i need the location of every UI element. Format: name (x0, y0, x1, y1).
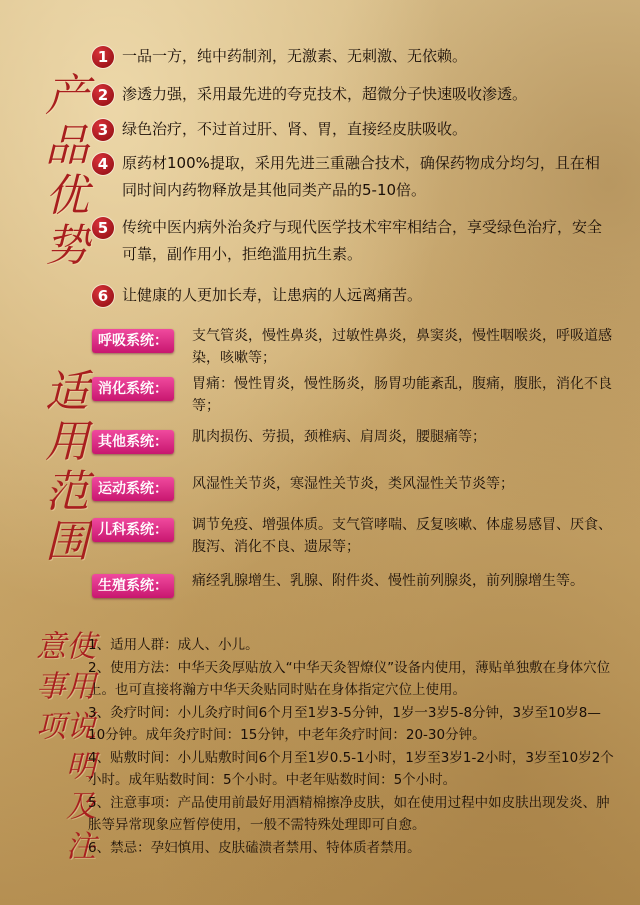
advantage-text: 绿色治疗，不过首过肝、肾、胃，直接经皮肤吸收。 (122, 120, 468, 138)
number-badge-icon: 5 (92, 217, 114, 239)
system-label: 消化系统： (92, 377, 174, 401)
scope-title: 适用范围 (37, 368, 88, 568)
advantage-text: 原药材100%提取，采用先进三重融合技术，确保药物成分均匀，且在相同时间内药物释放是其他同类产品的5-10倍。 (122, 154, 600, 199)
system-label: 呼吸系统： (92, 329, 174, 353)
usage-item: 4、贴敷时间：小儿贴敷时间6个月至1岁0.5-1小时，1岁至3岁1-2小时，3岁至10岁2个小时。成年贴数时间：5个小时。中老年贴数时间：5个小时。 (88, 750, 614, 788)
advantage-text: 让健康的人更加长寿，让患病的人远离痛苦。 (122, 286, 423, 304)
system-text: 肌肉损伤、劳损，颈椎病、肩周炎，腰腿痛等； (192, 429, 486, 445)
number-badge-icon: 4 (92, 153, 114, 175)
advantage-text: 渗透力强，采用最先进的夸克技术，超微分子快速吸收渗透。 (122, 85, 528, 103)
system-text: 调节免疫、增强体质。支气管哮喘、反复咳嗽、体虚易感冒、厌食、腹泻、消化不良、遗尿等； (192, 517, 612, 555)
number-badge-icon: 2 (92, 84, 114, 106)
system-text: 支气管炎，慢性鼻炎，过敏性鼻炎，鼻窦炎，慢性咽喉炎，呼吸道感染，咳嗽等； (192, 328, 612, 366)
usage-item: 5、注意事项：产品使用前最好用酒精棉擦净皮肤，如在使用过程中如皮肤出现发炎、肿胀等异常现象应暂停使用，一般不需特殊处理即可自愈。 (88, 795, 610, 833)
usage-list (88, 634, 618, 860)
usage-item: 2、使用方法：中华天灸厚贴放入“中华天灸智燎仪”设备内使用，薄贴单独敷在身体穴位上。也可直接将瀚方中华天灸贴同时贴在身体指定穴位上使用。 (88, 660, 611, 698)
usage-title: 使用说明及注意事项 (30, 630, 95, 870)
system-label: 其他系统： (92, 430, 174, 454)
system-label: 运动系统： (92, 477, 174, 501)
system-label: 生殖系统： (92, 574, 174, 598)
usage-item: 1、适用人群：成人、小儿。 (88, 637, 259, 653)
system-text: 风湿性关节炎，寒湿性关节炎，类风湿性关节炎等； (192, 476, 514, 492)
usage-item: 3、灸疗时间：小儿灸疗时间6个月至1岁3-5分钟，1岁一3岁5-8分钟，3岁至10岁8—10分钟。成年灸疗时间：15分钟，中老年灸疗时间：20-30分钟。 (88, 705, 601, 743)
system-label: 儿科系统： (92, 518, 174, 542)
number-badge-icon: 6 (92, 285, 114, 307)
system-text: 胃痛：慢性胃炎，慢性肠炎，肠胃功能紊乱，腹痛，腹胀，消化不良等； (192, 376, 612, 414)
number-badge-icon: 1 (92, 46, 114, 68)
advantage-text: 一品一方，纯中药制剂，无激素、无刺激、无依赖。 (122, 47, 468, 65)
advantages-title: 产品优势 (37, 72, 88, 272)
usage-item: 6、禁忌：孕妇慎用、皮肤磕溃者禁用、特体质者禁用。 (88, 840, 421, 856)
number-badge-icon: 3 (92, 119, 114, 141)
advantage-text: 传统中医内病外治灸疗与现代医学技术牢牢相结合，享受绿色治疗，安全可靠，副作用小，拒绝滥用抗生素。 (122, 218, 603, 263)
system-text: 痛经乳腺增生、乳腺、附件炎、慢性前列腺炎，前列腺增生等。 (192, 573, 584, 589)
